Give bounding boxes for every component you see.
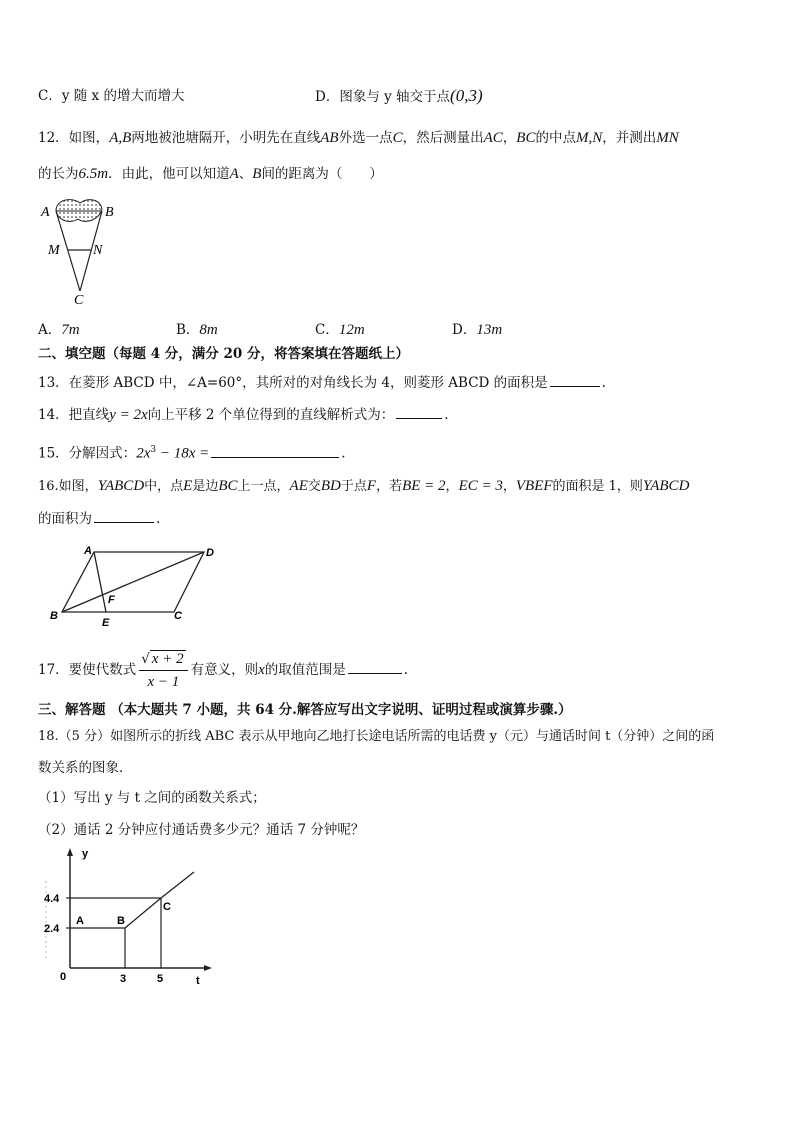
q11-option-d: D．图象与 y 轴交于点(0,3) bbox=[315, 86, 483, 105]
fig16-label-d: D bbox=[206, 547, 214, 559]
q18-graph bbox=[40, 846, 220, 988]
q17-fraction: $\frac{√ x + 2}{x - 1}$ bbox=[139, 648, 187, 693]
q15-answer-blank bbox=[211, 443, 339, 458]
q16-parallelogram-figure bbox=[46, 540, 226, 632]
fig18-point-c: C bbox=[163, 901, 171, 913]
fig16-label-c: C bbox=[174, 610, 182, 622]
q13: 13．在菱形 ABCD 中，∠A=60°，其所对的对角线长为 4，则菱形 ABCD 的面积是 . bbox=[38, 372, 606, 393]
q12-option-a: A．7m bbox=[38, 322, 80, 338]
fig12-label-c: C bbox=[74, 293, 84, 307]
section2-title: 二、填空题（每题 4 分，满分 20 分，将答案填在答题纸上） bbox=[38, 346, 409, 362]
fig18-origin-label: 0 bbox=[60, 971, 67, 983]
q18-line1: 18.（5 分）如图所示的折线 ABC 表示从甲地向乙地打长途电话所需的电话费 y（元）与通话时间 t（分钟）之间的函 bbox=[38, 729, 715, 744]
polyline-abc bbox=[70, 872, 194, 928]
fig12-label-b: B bbox=[105, 205, 114, 220]
q12-pond-figure bbox=[38, 195, 128, 307]
fig18-point-b: B bbox=[117, 915, 125, 927]
q16-answer-blank bbox=[94, 508, 154, 523]
q12-option-d: D．13m bbox=[452, 322, 503, 338]
fig18-y-tick-4-4: 4.4 bbox=[44, 893, 60, 905]
q18-line2: 数关系的图象. bbox=[38, 760, 124, 776]
q14: 14．把直线y = 2x向上平移 2 个单位得到的直线解析式为： . bbox=[38, 404, 449, 425]
fig18-y-label: y bbox=[82, 848, 89, 860]
fig16-label-a: A bbox=[84, 545, 92, 557]
fig16-label-b: B bbox=[50, 610, 58, 622]
q11-option-c: C．y 随 x 的增大而增大 bbox=[38, 88, 185, 104]
q12-option-c: C．12m bbox=[315, 322, 365, 338]
q16-line2: 的面积为 . bbox=[38, 508, 160, 529]
q12-option-b: B．8m bbox=[176, 322, 218, 338]
q15: 15．分解因式：$2x^3 - 18x$ = . bbox=[38, 440, 346, 464]
q17: 17．要使代数式 $\frac{√ x + 2}{x - 1}$ 有意义，则x的取值范围是 . bbox=[38, 648, 408, 693]
q12-line1: 12．如图，A,B两地被池塘隔开，小明先在直线AB外选一点C，然后测量出AC，BC的中点M,N，并测出MN bbox=[38, 130, 679, 146]
q12-line2: 的长为6.5m．由此，他可以知道A、B间的距离为（ ） bbox=[38, 166, 383, 182]
q18-sub2: （2）通话 2 分钟应付通话费多少元？通话 7 分钟呢？ bbox=[38, 822, 365, 838]
fig18-y-tick-2-4: 2.4 bbox=[44, 923, 60, 935]
fig12-label-n: N bbox=[93, 243, 103, 258]
q16-line1: 16.如图，YABCD中，点E是边BC上一点，AE交BD于点F，若BE = 2，EC = 3，VBEF的面积是 1，则YABCD bbox=[38, 478, 690, 494]
fig18-point-a: A bbox=[76, 915, 84, 927]
fig12-label-m: M bbox=[48, 243, 60, 258]
fig18-t-label: t bbox=[196, 975, 200, 987]
fig12-label-a: A bbox=[41, 205, 50, 220]
q14-answer-blank bbox=[396, 404, 442, 419]
section3-title: 三、解答题 （本大题共 7 小题，共 64 分.解答应写出文字说明、证明过程或演算步骤.） bbox=[38, 702, 572, 718]
q13-answer-blank bbox=[550, 372, 600, 387]
fig18-x-tick-5: 5 bbox=[157, 973, 164, 985]
q17-answer-blank bbox=[348, 659, 402, 674]
fig18-x-tick-3: 3 bbox=[120, 973, 127, 985]
q18-sub1: （1）写出 y 与 t 之间的函数关系式； bbox=[38, 790, 266, 806]
fig16-label-f: F bbox=[108, 594, 115, 606]
fig16-label-e: E bbox=[102, 617, 110, 629]
